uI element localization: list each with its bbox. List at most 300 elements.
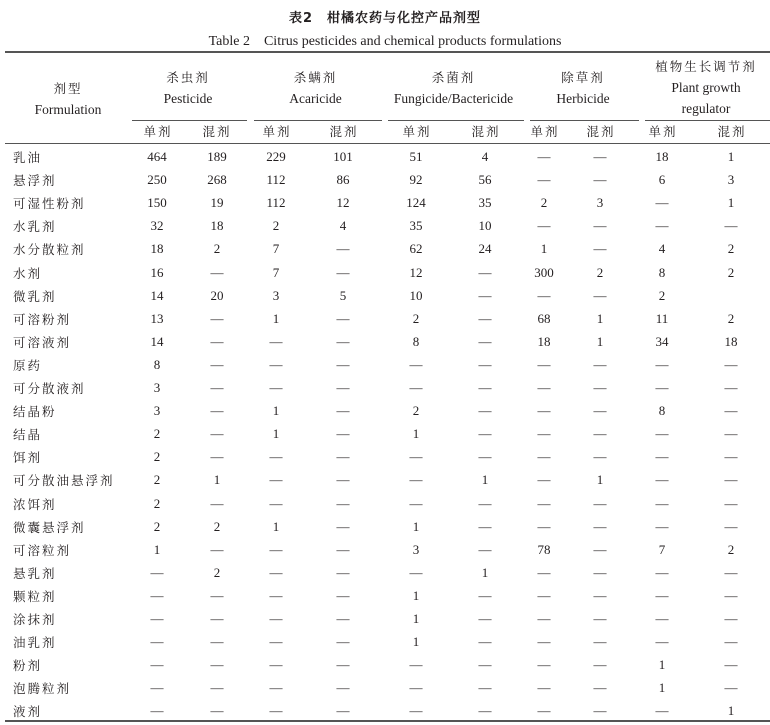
table-cell: 92 <box>409 172 423 188</box>
table-cell: — <box>336 333 350 349</box>
table-cell: — <box>409 495 423 511</box>
table-cell: — <box>593 657 607 673</box>
table-cell: 1 <box>727 149 735 164</box>
table-cell: 2 <box>213 518 221 534</box>
table-cell: 1 <box>481 564 489 580</box>
table-cell: 8 <box>658 403 666 419</box>
table-cell: — <box>593 518 607 534</box>
table-cell: — <box>336 611 350 626</box>
header-formulation-en: Formulation <box>34 102 102 117</box>
table-cell: — <box>593 172 607 188</box>
table-cell: — <box>210 403 224 419</box>
table-cell: 16 <box>150 264 164 280</box>
subheader-single: 单剂 <box>530 124 560 139</box>
table-cell: 1 <box>272 403 280 419</box>
table-cell: — <box>593 426 607 442</box>
table-cell: — <box>593 541 607 557</box>
table-cell: — <box>537 149 551 164</box>
table-cell: 2 <box>272 218 280 234</box>
row-label: 水分散粒剂 <box>13 242 86 258</box>
table-cell: — <box>593 680 607 696</box>
table-cell: — <box>210 333 224 349</box>
table-cell: — <box>478 310 492 326</box>
table-cell: — <box>655 634 669 650</box>
table-cell: — <box>537 587 551 603</box>
table-cell: 1 <box>213 472 221 488</box>
table-cell: 2 <box>213 564 221 580</box>
table-cell: — <box>724 356 738 372</box>
table-cell: — <box>269 634 283 650</box>
subheader-single: 单剂 <box>143 124 173 139</box>
table-cell: 2 <box>153 426 161 442</box>
row-label: 液剂 <box>13 704 43 720</box>
table-cell: — <box>724 426 738 442</box>
row-label: 泡腾粒剂 <box>13 681 72 697</box>
table-cell: — <box>269 541 283 557</box>
table-cell: — <box>724 587 738 603</box>
subheader-mixed: 混剂 <box>202 124 232 139</box>
header-group-en: Pesticide <box>163 91 213 106</box>
table-cell: — <box>593 241 607 257</box>
table-row <box>0 262 770 285</box>
subheader-single: 单剂 <box>648 124 678 139</box>
table-cell: — <box>655 356 669 372</box>
table-cell: — <box>593 403 607 419</box>
table-row <box>0 562 770 585</box>
table-cell: 8 <box>658 264 666 280</box>
table-cell: — <box>478 380 492 395</box>
subheader-mixed: 混剂 <box>717 124 747 139</box>
table-row <box>0 146 770 169</box>
row-label: 乳油 <box>13 150 43 165</box>
table-row <box>0 215 770 238</box>
header-group-cn: 植物生长调节剂 <box>655 59 757 74</box>
table-cell: 1 <box>540 241 548 257</box>
table-cell: — <box>593 495 607 511</box>
table-row <box>0 654 770 677</box>
table-cell: 19 <box>210 195 224 211</box>
table-cell: — <box>478 657 492 673</box>
table-cell: 78 <box>537 541 551 557</box>
group-underline <box>530 120 639 121</box>
subheader-single: 单剂 <box>402 124 432 139</box>
table-cell: — <box>724 472 738 488</box>
table-cell: — <box>478 287 492 303</box>
table-cell: 24 <box>478 241 492 257</box>
table-cell: — <box>336 380 350 395</box>
table-cell: — <box>537 611 551 626</box>
table-cell: 2 <box>540 195 548 211</box>
table-cell: — <box>593 703 607 719</box>
table-cell: 34 <box>655 333 669 349</box>
table-cell: — <box>478 264 492 280</box>
table-cell: — <box>269 472 283 488</box>
header-group-en: Acaricide <box>289 91 342 106</box>
table-cell: 2 <box>153 495 161 511</box>
table-cell: — <box>655 472 669 488</box>
table-cell: — <box>269 611 283 626</box>
row-label: 油乳剂 <box>13 635 57 651</box>
table-cell: 1 <box>412 518 420 534</box>
table-cell: 5 <box>339 287 347 303</box>
header-group-cn: 除草剂 <box>561 70 605 85</box>
table-cell: 1 <box>412 611 420 626</box>
table-cell: — <box>478 680 492 696</box>
table-cell: 2 <box>596 264 604 280</box>
table-cell: 62 <box>409 241 423 257</box>
table-cell: — <box>409 356 423 372</box>
table-row <box>0 493 770 516</box>
table-row <box>0 354 770 377</box>
table-cell: 268 <box>207 172 227 188</box>
table-cell: — <box>409 472 423 488</box>
table-cell: 18 <box>537 333 551 349</box>
table-cell: 112 <box>266 172 286 188</box>
table-cell: — <box>478 356 492 372</box>
table-cell: — <box>655 218 669 234</box>
table-cell: — <box>537 218 551 234</box>
table-cell: — <box>336 564 350 580</box>
table-cell: 1 <box>596 310 604 326</box>
table-cell: 7 <box>272 241 280 257</box>
table-row <box>0 631 770 654</box>
header-group-en-line2: regulator <box>681 101 731 116</box>
table-cell: 1 <box>658 680 666 696</box>
table-cell: — <box>210 426 224 442</box>
row-label: 可溶粒剂 <box>13 542 72 558</box>
table-cell: — <box>336 472 350 488</box>
table-cell: — <box>478 426 492 442</box>
table-cell: 124 <box>406 195 426 211</box>
table-cell: 2 <box>153 472 161 488</box>
table-cell: — <box>269 495 283 511</box>
table-cell: — <box>537 495 551 511</box>
table-cell: — <box>537 403 551 419</box>
table-cell: — <box>655 518 669 534</box>
bottom-rule <box>5 720 770 722</box>
table-cell: 8 <box>412 333 420 349</box>
table-cell: 2 <box>153 449 161 465</box>
table-cell: — <box>150 564 164 580</box>
table-cell: — <box>537 518 551 534</box>
table-cell: 3 <box>153 403 161 419</box>
table-cell: — <box>409 564 423 580</box>
table-cell: 1 <box>412 426 420 442</box>
row-label: 微乳剂 <box>13 288 57 304</box>
table-cell: — <box>655 587 669 603</box>
table-cell: — <box>210 634 224 650</box>
table-cell: — <box>269 587 283 603</box>
table-cell: — <box>655 495 669 511</box>
table-cell: — <box>269 657 283 673</box>
table-cell: — <box>537 703 551 719</box>
table-cell: — <box>478 495 492 511</box>
group-underline <box>132 120 247 121</box>
table-row <box>0 169 770 192</box>
table-cell: 1 <box>658 657 666 673</box>
row-label: 可分散油悬浮剂 <box>13 473 115 489</box>
table-cell: — <box>336 703 350 719</box>
table-cell: — <box>269 380 283 395</box>
table-cell: — <box>210 495 224 511</box>
row-label: 涂抹剂 <box>13 612 57 627</box>
row-label: 可溶液剂 <box>13 334 72 350</box>
table-cell: 229 <box>266 149 286 164</box>
table-cell: — <box>537 634 551 650</box>
table-cell: 32 <box>150 218 164 234</box>
table-cell: — <box>724 403 738 419</box>
table-cell: — <box>210 657 224 673</box>
table-cell: 18 <box>724 333 738 349</box>
table-cell: — <box>409 680 423 696</box>
table-cell: 18 <box>150 241 164 257</box>
table-row <box>0 400 770 423</box>
table-cell: 2 <box>658 287 666 303</box>
table-cell: — <box>724 611 738 626</box>
table-cell: 51 <box>409 149 423 164</box>
table-cell: 2 <box>153 518 161 534</box>
table-cell: — <box>478 403 492 419</box>
table-cell: — <box>537 564 551 580</box>
row-label: 浓饵剂 <box>13 496 57 512</box>
table-cell: — <box>336 449 350 465</box>
table-cell: — <box>478 333 492 349</box>
table-cell: — <box>210 587 224 603</box>
table-cell: — <box>478 449 492 465</box>
table-cell: — <box>724 518 738 534</box>
table-cell: 4 <box>481 149 489 164</box>
table-cell: 3 <box>153 380 161 395</box>
table-cell: — <box>336 680 350 696</box>
table-cell: — <box>210 356 224 372</box>
header-formulation <box>13 78 123 120</box>
table-cell: — <box>478 611 492 626</box>
table-cell: — <box>210 449 224 465</box>
table-cell: 1 <box>272 518 280 534</box>
table-cell: — <box>210 264 224 280</box>
table-cell: — <box>150 680 164 696</box>
table-cell: — <box>336 541 350 557</box>
table-cell: — <box>210 703 224 719</box>
header-group-cn: 杀虫剂 <box>166 70 210 85</box>
row-label: 微囊悬浮剂 <box>13 519 86 535</box>
table-cell: 12 <box>409 264 423 280</box>
header-group-pesticide <box>132 67 244 109</box>
table-caption-en: Table 2 Citrus pesticides and chemical products formulations <box>208 34 562 49</box>
table-cell: — <box>593 611 607 626</box>
table-cell: 7 <box>658 541 666 557</box>
table-cell: 1 <box>481 472 489 488</box>
table-cell: 3 <box>596 195 604 211</box>
row-label: 粉剂 <box>13 658 43 674</box>
table-cell: — <box>655 380 669 395</box>
table-cell: 189 <box>207 149 227 164</box>
header-group-en: Herbicide <box>556 91 610 106</box>
table-cell: — <box>537 287 551 303</box>
table-cell: — <box>537 426 551 442</box>
table-cell: — <box>336 310 350 326</box>
table-cell: — <box>336 634 350 650</box>
table-cell: 2 <box>412 403 420 419</box>
table-cell: — <box>537 356 551 372</box>
table-cell: — <box>478 634 492 650</box>
table-cell: 1 <box>596 472 604 488</box>
table-cell: — <box>409 657 423 673</box>
table-cell: 11 <box>655 310 669 326</box>
table-cell: 8 <box>153 356 161 372</box>
table-cell: — <box>478 541 492 557</box>
table-cell: 1 <box>596 333 604 349</box>
table-cell: 464 <box>147 149 167 164</box>
row-label: 可溶粉剂 <box>13 311 72 327</box>
table-cell: 56 <box>478 172 492 188</box>
table-cell: — <box>210 680 224 696</box>
table-cell: — <box>150 657 164 673</box>
table-cell: 35 <box>409 218 423 234</box>
table-cell: 1 <box>727 703 735 719</box>
table-cell: — <box>537 472 551 488</box>
table-cell: 1 <box>412 587 420 603</box>
table-cell: — <box>336 657 350 673</box>
row-label: 可分散液剂 <box>13 381 86 396</box>
table-cell: — <box>537 657 551 673</box>
table-cell: — <box>655 449 669 465</box>
table-cell: — <box>150 587 164 603</box>
table-cell: — <box>269 564 283 580</box>
table-row <box>0 539 770 562</box>
table-row <box>0 285 770 308</box>
row-label: 结晶粉 <box>13 404 57 420</box>
table-row <box>0 585 770 608</box>
table-caption-cn: 表2 柑橘农药与化控产品剂型 <box>288 11 482 26</box>
table-cell: — <box>724 634 738 650</box>
table-cell: 1 <box>272 310 280 326</box>
table-cell: 3 <box>272 287 280 303</box>
group-underline <box>388 120 524 121</box>
header-group-herbicide <box>528 67 638 109</box>
table-cell: — <box>269 680 283 696</box>
table-cell: — <box>210 310 224 326</box>
table-cell: — <box>336 587 350 603</box>
table-cell: — <box>655 195 669 211</box>
table-cell: — <box>269 703 283 719</box>
table-cell: — <box>593 449 607 465</box>
table-cell: — <box>269 356 283 372</box>
table-cell: 2 <box>213 241 221 257</box>
table-cell: — <box>593 287 607 303</box>
table-cell: 7 <box>272 264 280 280</box>
row-label: 悬乳剂 <box>13 565 57 581</box>
table-cell: — <box>724 495 738 511</box>
top-rule <box>5 51 770 53</box>
table-row <box>0 446 770 469</box>
table-cell: — <box>269 333 283 349</box>
header-group-fungicide <box>386 67 521 109</box>
table-cell: — <box>336 264 350 280</box>
table-row <box>0 331 770 354</box>
table-row <box>0 192 770 215</box>
table-cell: 2 <box>727 264 735 280</box>
table-cell: 2 <box>727 310 735 326</box>
table-cell: — <box>724 218 738 234</box>
table-cell: — <box>655 703 669 719</box>
row-label: 悬浮剂 <box>13 173 57 189</box>
header-formulation-cn: 剂型 <box>53 81 83 96</box>
table-cell: — <box>336 241 350 257</box>
header-group-en: Plant growth <box>671 80 741 95</box>
table-row <box>0 377 770 400</box>
table-cell: — <box>537 380 551 395</box>
table-cell: 2 <box>412 310 420 326</box>
table-cell: — <box>150 634 164 650</box>
table-cell: — <box>537 680 551 696</box>
table-cell: 2 <box>727 241 735 257</box>
table-cell: 14 <box>150 333 164 349</box>
table-cell: — <box>409 703 423 719</box>
table-cell: 112 <box>266 195 286 211</box>
row-label: 颗粒剂 <box>13 588 57 604</box>
table-cell: 18 <box>655 149 669 164</box>
table-cell: — <box>210 380 224 395</box>
table-cell: — <box>336 426 350 442</box>
row-label: 水剂 <box>13 265 43 281</box>
table-cell: — <box>409 380 423 395</box>
table-cell: — <box>724 380 738 395</box>
table-cell: — <box>593 587 607 603</box>
table-cell: — <box>478 587 492 603</box>
table-cell: 1 <box>272 426 280 442</box>
table-cell: — <box>478 518 492 534</box>
table-row <box>0 423 770 446</box>
row-label: 饵剂 <box>13 450 43 466</box>
header-group-en: Fungicide/Bactericide <box>393 91 514 106</box>
table-row <box>0 308 770 331</box>
table-cell: 3 <box>412 541 420 557</box>
subheader-single: 单剂 <box>262 124 292 139</box>
table-cell: 1 <box>153 541 161 557</box>
table-row <box>0 238 770 261</box>
table-cell: — <box>724 449 738 465</box>
header-group-cn: 杀螨剂 <box>293 70 338 85</box>
header-group-acaricide <box>253 67 378 109</box>
header-group-plant-growth-regulator <box>642 56 770 119</box>
table-cell: 300 <box>534 264 554 280</box>
table-cell: 2 <box>727 541 735 557</box>
table-cell: — <box>336 495 350 511</box>
table-cell: 250 <box>147 172 167 188</box>
table-cell: — <box>336 403 350 419</box>
table-row <box>0 516 770 539</box>
table-cell: — <box>210 611 224 626</box>
row-label: 水乳剂 <box>13 219 57 235</box>
table-cell: — <box>655 611 669 626</box>
row-label: 原药 <box>13 357 43 373</box>
table-cell: 86 <box>336 172 350 188</box>
subheader-mixed: 混剂 <box>586 124 616 139</box>
table-cell: 20 <box>210 287 224 303</box>
table-cell: — <box>210 541 224 557</box>
table-cell: — <box>724 657 738 673</box>
table-cell: 4 <box>339 218 347 234</box>
table-cell: — <box>537 172 551 188</box>
table-cell: 3 <box>727 172 735 188</box>
table-cell: — <box>593 149 607 164</box>
table-cell: — <box>336 356 350 372</box>
table-cell: 18 <box>210 218 224 234</box>
table-cell: 4 <box>658 241 666 257</box>
table-cell: 150 <box>147 195 167 211</box>
table-row <box>0 677 770 700</box>
